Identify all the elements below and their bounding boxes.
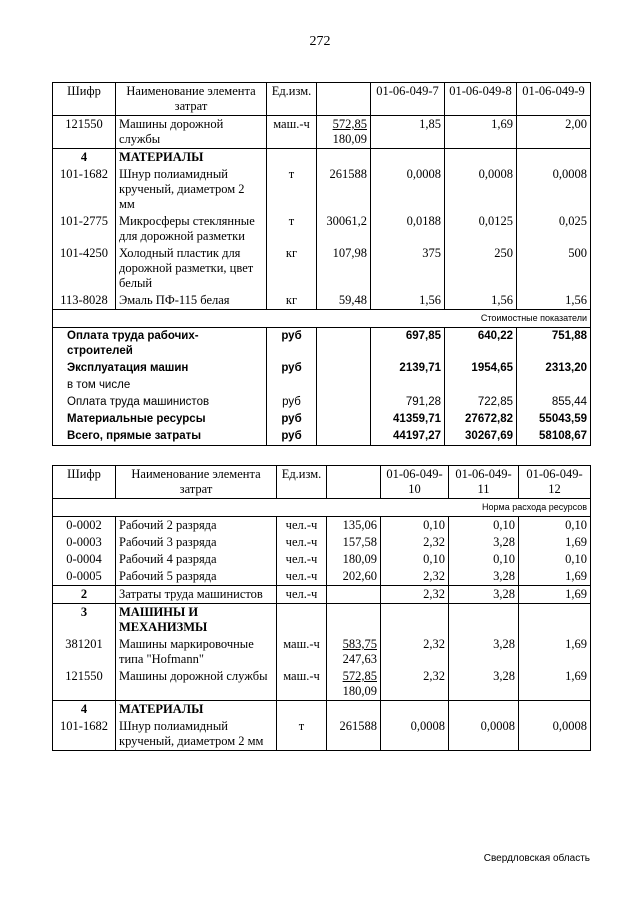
section-row [53, 604, 591, 637]
row-value-1: 0,0008 [371, 166, 445, 213]
total-row [53, 411, 591, 428]
row-code: 101-1682 [53, 718, 116, 751]
row-code: 121550 [53, 116, 116, 149]
row-name: Рабочий 5 разряда [116, 568, 277, 586]
subheader-label: Норма расхода ресурсов [53, 499, 591, 517]
row-value-1: 0,10 [381, 551, 449, 568]
row-unit: чел.-ч [277, 568, 327, 586]
total-value-1: 697,85 [371, 328, 445, 361]
row-name: Машины дорожной службы [116, 668, 277, 701]
total-value-2: 722,85 [445, 394, 517, 411]
section-row [53, 149, 591, 167]
total-name: Всего, прямые затраты [53, 428, 267, 446]
header-name: Наименование элемента затрат [116, 83, 267, 116]
total-unit: руб [267, 411, 317, 428]
table-row [53, 517, 591, 535]
table-row [53, 586, 591, 604]
row-unit: маш.-ч [277, 636, 327, 668]
price-sub: 180,09 [332, 132, 367, 146]
row-value-2: 0,0125 [445, 213, 517, 245]
row-name: Шнур полиамидный крученый, диаметром 2 мм [116, 718, 277, 751]
section-name: МАТЕРИАЛЫ [116, 149, 267, 167]
total-value-1: 44197,27 [371, 428, 445, 446]
row-value-3: 1,69 [519, 568, 591, 586]
section-code: 3 [53, 604, 116, 637]
table-row [53, 245, 591, 292]
total-row [53, 428, 591, 446]
row-code: 113-8028 [53, 292, 116, 310]
row-price: 107,98 [317, 245, 371, 292]
row-value-2: 3,28 [449, 586, 519, 604]
row-unit: маш.-ч [277, 668, 327, 701]
row-code: 101-1682 [53, 166, 116, 213]
header-unit: Ед.изм. [277, 466, 327, 499]
row-value-1: 2,32 [381, 568, 449, 586]
section-code: 4 [53, 701, 116, 719]
row-price: 135,06 [327, 517, 381, 535]
row-code: 0-0005 [53, 568, 116, 586]
row-value-1: 375 [371, 245, 445, 292]
section-row [53, 701, 591, 719]
header-col-1: 01-06-049-7 [371, 83, 445, 116]
total-row [53, 377, 591, 394]
row-name: Машины маркировочные типа "Hofmann" [116, 636, 277, 668]
row-name: Машины дорожной службы [116, 116, 267, 149]
footer-region: Свердловская область [483, 853, 590, 864]
total-value-3: 58108,67 [517, 428, 591, 446]
row-value-2: 1,56 [445, 292, 517, 310]
table-row [53, 116, 591, 149]
row-value-1: 2,32 [381, 534, 449, 551]
row-value-3: 1,56 [517, 292, 591, 310]
row-unit: кг [267, 245, 317, 292]
row-name: Рабочий 3 разряда [116, 534, 277, 551]
header-col-2: 01-06-049-11 [449, 466, 519, 499]
row-unit: т [277, 718, 327, 751]
resource-table-1 [52, 82, 591, 446]
header-col-1: 01-06-049-10 [381, 466, 449, 499]
row-value-3: 500 [517, 245, 591, 292]
row-value-3: 1,69 [519, 534, 591, 551]
table-row [53, 718, 591, 751]
row-value-3: 1,69 [519, 586, 591, 604]
row-code: 121550 [53, 668, 116, 701]
section-code: 4 [53, 149, 116, 167]
resource-table-2 [52, 465, 591, 751]
header-col-3: 01-06-049-9 [517, 83, 591, 116]
row-unit: кг [267, 292, 317, 310]
row-price [327, 636, 381, 668]
total-value-3: 2313,20 [517, 360, 591, 377]
section-name: МАШИНЫ И МЕХАНИЗМЫ [116, 604, 277, 637]
row-price: 180,09 [327, 551, 381, 568]
section-name: МАТЕРИАЛЫ [116, 701, 277, 719]
total-value-3: 55043,59 [517, 411, 591, 428]
row-value-3: 0,025 [517, 213, 591, 245]
total-unit: руб [267, 360, 317, 377]
price-sub: 247,63 [342, 652, 377, 666]
table-row [53, 166, 591, 213]
row-code: 101-2775 [53, 213, 116, 245]
row-price [317, 116, 371, 149]
row-value-3: 0,0008 [517, 166, 591, 213]
table-row [53, 292, 591, 310]
total-value-1: 791,28 [371, 394, 445, 411]
row-unit: т [267, 166, 317, 213]
row-unit: т [267, 213, 317, 245]
row-name: Холодный пластик для дорожной разметки, цвет белый [116, 245, 267, 292]
row-value-1: 0,10 [381, 517, 449, 535]
row-value-1: 2,32 [381, 636, 449, 668]
total-row [53, 394, 591, 411]
row-price: 30061,2 [317, 213, 371, 245]
row-value-1: 1,85 [371, 116, 445, 149]
total-value-2: 1954,65 [445, 360, 517, 377]
total-value-1: 2139,71 [371, 360, 445, 377]
table-row [53, 534, 591, 551]
price-main: 572,85 [342, 669, 377, 683]
header-col-2: 01-06-049-8 [445, 83, 517, 116]
total-value-3: 751,88 [517, 328, 591, 361]
row-unit: чел.-ч [277, 586, 327, 604]
row-price [327, 668, 381, 701]
row-value-2: 0,0008 [449, 718, 519, 751]
total-name: Оплата труда машинистов [53, 394, 267, 411]
price-main: 572,85 [332, 117, 367, 131]
row-value-2: 0,10 [449, 551, 519, 568]
subheader-label: Стоимостные показатели [53, 310, 591, 328]
total-name: Оплата труда рабочих-строителей [53, 328, 267, 361]
row-price: 261588 [317, 166, 371, 213]
table-row [53, 668, 591, 701]
row-value-3: 2,00 [517, 116, 591, 149]
row-value-2: 250 [445, 245, 517, 292]
total-name: Материальные ресурсы [53, 411, 267, 428]
row-value-1: 0,0008 [381, 718, 449, 751]
total-row [53, 328, 591, 361]
table-header-row [53, 83, 591, 116]
row-code: 2 [53, 586, 116, 604]
row-code: 0-0002 [53, 517, 116, 535]
row-name: Микросферы стеклянные для дорожной разметки [116, 213, 267, 245]
row-value-2: 3,28 [449, 636, 519, 668]
total-value-3: 855,44 [517, 394, 591, 411]
row-value-2: 3,28 [449, 534, 519, 551]
row-name: Рабочий 4 разряда [116, 551, 277, 568]
header-price [327, 466, 381, 499]
row-unit: чел.-ч [277, 534, 327, 551]
header-name: Наименование элемента затрат [116, 466, 277, 499]
row-value-1: 2,32 [381, 668, 449, 701]
table-row [53, 568, 591, 586]
row-value-1: 1,56 [371, 292, 445, 310]
row-price: 157,58 [327, 534, 381, 551]
row-value-3: 0,10 [519, 551, 591, 568]
row-price: 202,60 [327, 568, 381, 586]
row-name: Затраты труда машинистов [116, 586, 277, 604]
row-value-2: 3,28 [449, 668, 519, 701]
row-value-1: 2,32 [381, 586, 449, 604]
total-name: Эксплуатация машин [53, 360, 267, 377]
header-col-3: 01-06-049-12 [519, 466, 591, 499]
header-code: Шифр [53, 466, 116, 499]
subheader-row [53, 310, 591, 328]
table-header-row [53, 466, 591, 499]
total-value-1: 41359,71 [371, 411, 445, 428]
row-unit: чел.-ч [277, 517, 327, 535]
table-row [53, 551, 591, 568]
price-sub: 180,09 [342, 684, 377, 698]
header-unit: Ед.изм. [267, 83, 317, 116]
row-value-2: 0,10 [449, 517, 519, 535]
row-code: 381201 [53, 636, 116, 668]
header-price [317, 83, 371, 116]
row-price: 261588 [327, 718, 381, 751]
row-unit: чел.-ч [277, 551, 327, 568]
row-value-3: 1,69 [519, 636, 591, 668]
header-code: Шифр [53, 83, 116, 116]
subheader-row [53, 499, 591, 517]
page-number: 272 [309, 34, 331, 49]
row-value-1: 0,0188 [371, 213, 445, 245]
price-main: 583,75 [342, 637, 377, 651]
row-price: 59,48 [317, 292, 371, 310]
total-unit: руб [267, 328, 317, 361]
row-name: Шнур полиамидный крученый, диаметром 2 мм [116, 166, 267, 213]
row-name: Рабочий 2 разряда [116, 517, 277, 535]
row-value-3: 0,10 [519, 517, 591, 535]
row-value-2: 3,28 [449, 568, 519, 586]
total-unit: руб [267, 394, 317, 411]
row-price [327, 586, 381, 604]
total-unit: руб [267, 428, 317, 446]
row-code: 0-0003 [53, 534, 116, 551]
table-row [53, 213, 591, 245]
row-value-2: 0,0008 [445, 166, 517, 213]
total-value-2: 27672,82 [445, 411, 517, 428]
total-value-2: 30267,69 [445, 428, 517, 446]
row-value-3: 1,69 [519, 668, 591, 701]
row-unit: маш.-ч [267, 116, 317, 149]
row-value-2: 1,69 [445, 116, 517, 149]
row-code: 0-0004 [53, 551, 116, 568]
total-value-2: 640,22 [445, 328, 517, 361]
total-row [53, 360, 591, 377]
table-row [53, 636, 591, 668]
total-name: в том числе [53, 377, 267, 394]
row-name: Эмаль ПФ-115 белая [116, 292, 267, 310]
row-code: 101-4250 [53, 245, 116, 292]
row-value-3: 0,0008 [519, 718, 591, 751]
